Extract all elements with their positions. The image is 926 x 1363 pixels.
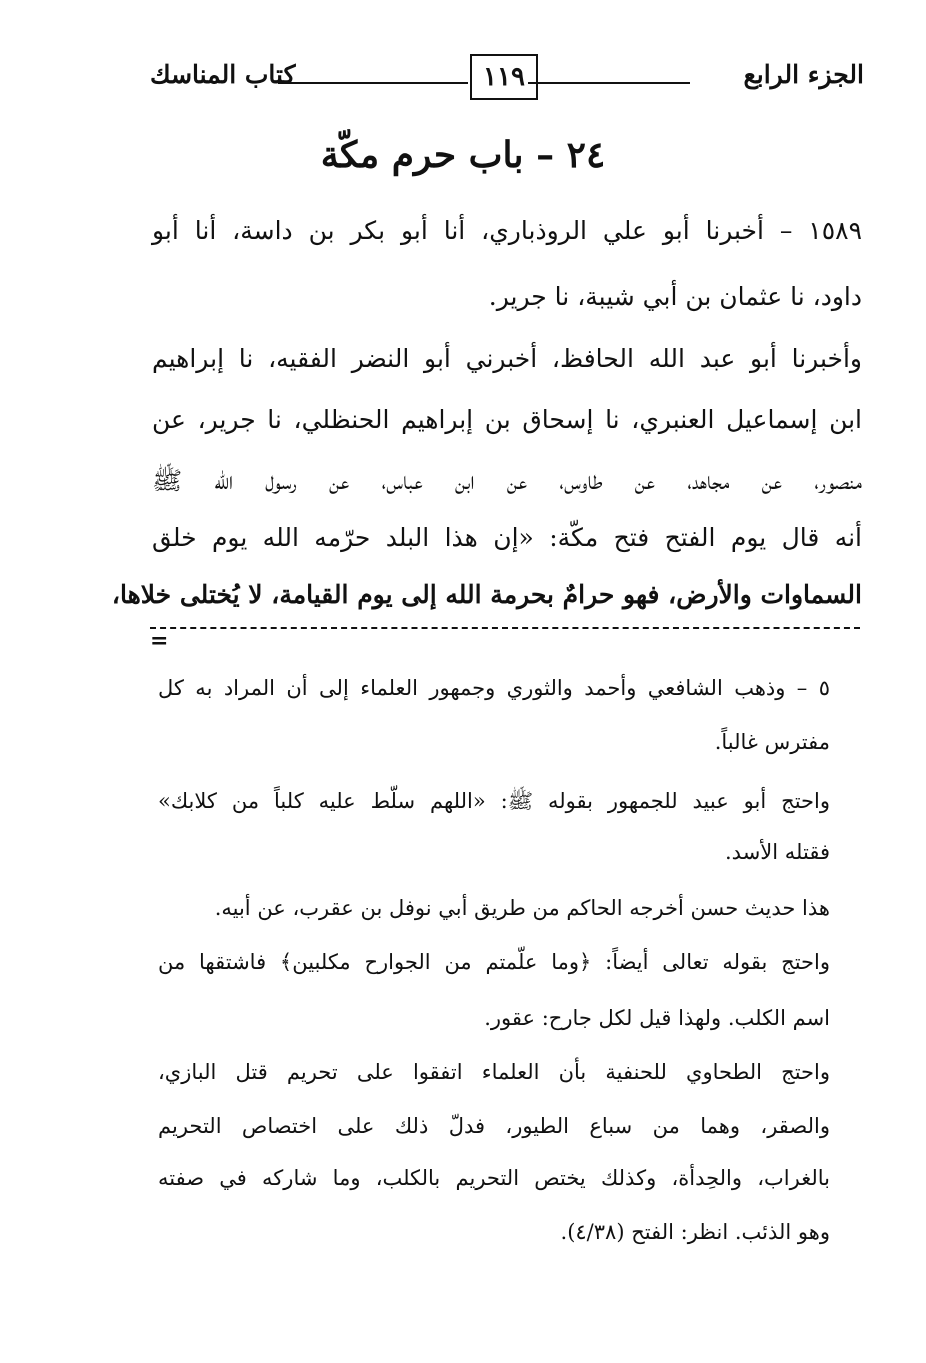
running-header	[150, 52, 864, 102]
header-rule-left	[278, 82, 468, 84]
header-book-title: كتاب المناسك	[150, 60, 296, 89]
footnote-line: واحتج الطحاوي للحنفية بأن العلماء اتفقوا على تحريم قتل البازي،	[158, 1060, 830, 1084]
footnote-separator	[150, 627, 860, 629]
footnote-line: واحتج أبو عبيد للجمهور بقوله ﷺ: «اللهم سلّط عليه كلباً من كلابك»	[158, 789, 830, 813]
footnote-line: مفترس غالباً.	[714, 730, 830, 754]
footnote-line: اسم الكلب. ولهذا قيل لكل جارح: عقور.	[484, 1006, 830, 1030]
header-volume: الجزء الرابع	[743, 60, 864, 89]
body-line: ابن إسماعيل العنبري، نا إسحاق بن إبراهيم الحنظلي، نا جرير، عن	[152, 405, 862, 434]
footnote-line: واحتج بقوله تعالى أيضاً: ﴿وما علّمتم من الجوارح مكلبين﴾ فاشتقها من	[158, 950, 830, 974]
page-number: ١١٩	[470, 54, 538, 100]
body-line: ١٥٨٩ – أخبرنا أبو علي الروذباري، أنا أبو بكر بن داسة، أنا أبو	[152, 216, 862, 245]
body-line-hadith: السماوات والأرض، فهو حرامٌ بحرمة الله إلى يوم القيامة، لا يُختلى خلاها،	[111, 580, 862, 609]
body-line-hadith: أنه قال يوم الفتح فتح مكّة: «إن هذا البلد حرّمه الله يوم خلق	[152, 523, 862, 552]
header-rule-right	[528, 82, 690, 84]
footnote-line: وهو الذئب. انظر: الفتح (٤/٣٨).	[560, 1220, 830, 1244]
footnote-line: والصقر، وهما من سباع الطيور، فدلّ ذلك على اختصاص التحريم	[158, 1114, 830, 1138]
body-line: منصور، عن مجاهد، عن طاوس، عن ابن عباس، عن رسول الله ﷺ	[152, 466, 862, 495]
footnote-line: ٥ – وذهب الشافعي وأحمد والثوري وجمهور العلماء إلى أن المراد به كل	[158, 676, 830, 700]
footnote-line: بالغراب، والحِدأة، وكذلك يختص التحريم بالكلب، وما شاركه في صفته	[158, 1166, 830, 1190]
chapter-title: ٢٤ – باب حرم مكّة	[320, 134, 606, 176]
body-line: داود، نا عثمان بن أبي شيبة، نا جرير.	[488, 282, 862, 311]
continuation-mark: =	[150, 628, 169, 654]
footnote-line: فقتله الأسد.	[725, 840, 830, 864]
footnote-line: هذا حديث حسن أخرجه الحاكم من طريق أبي نوفل بن عقرب، عن أبيه.	[214, 896, 830, 920]
body-line: وأخبرنا أبو عبد الله الحافظ، أخبرني أبو النضر الفقيه، نا إبراهيم	[152, 344, 862, 373]
